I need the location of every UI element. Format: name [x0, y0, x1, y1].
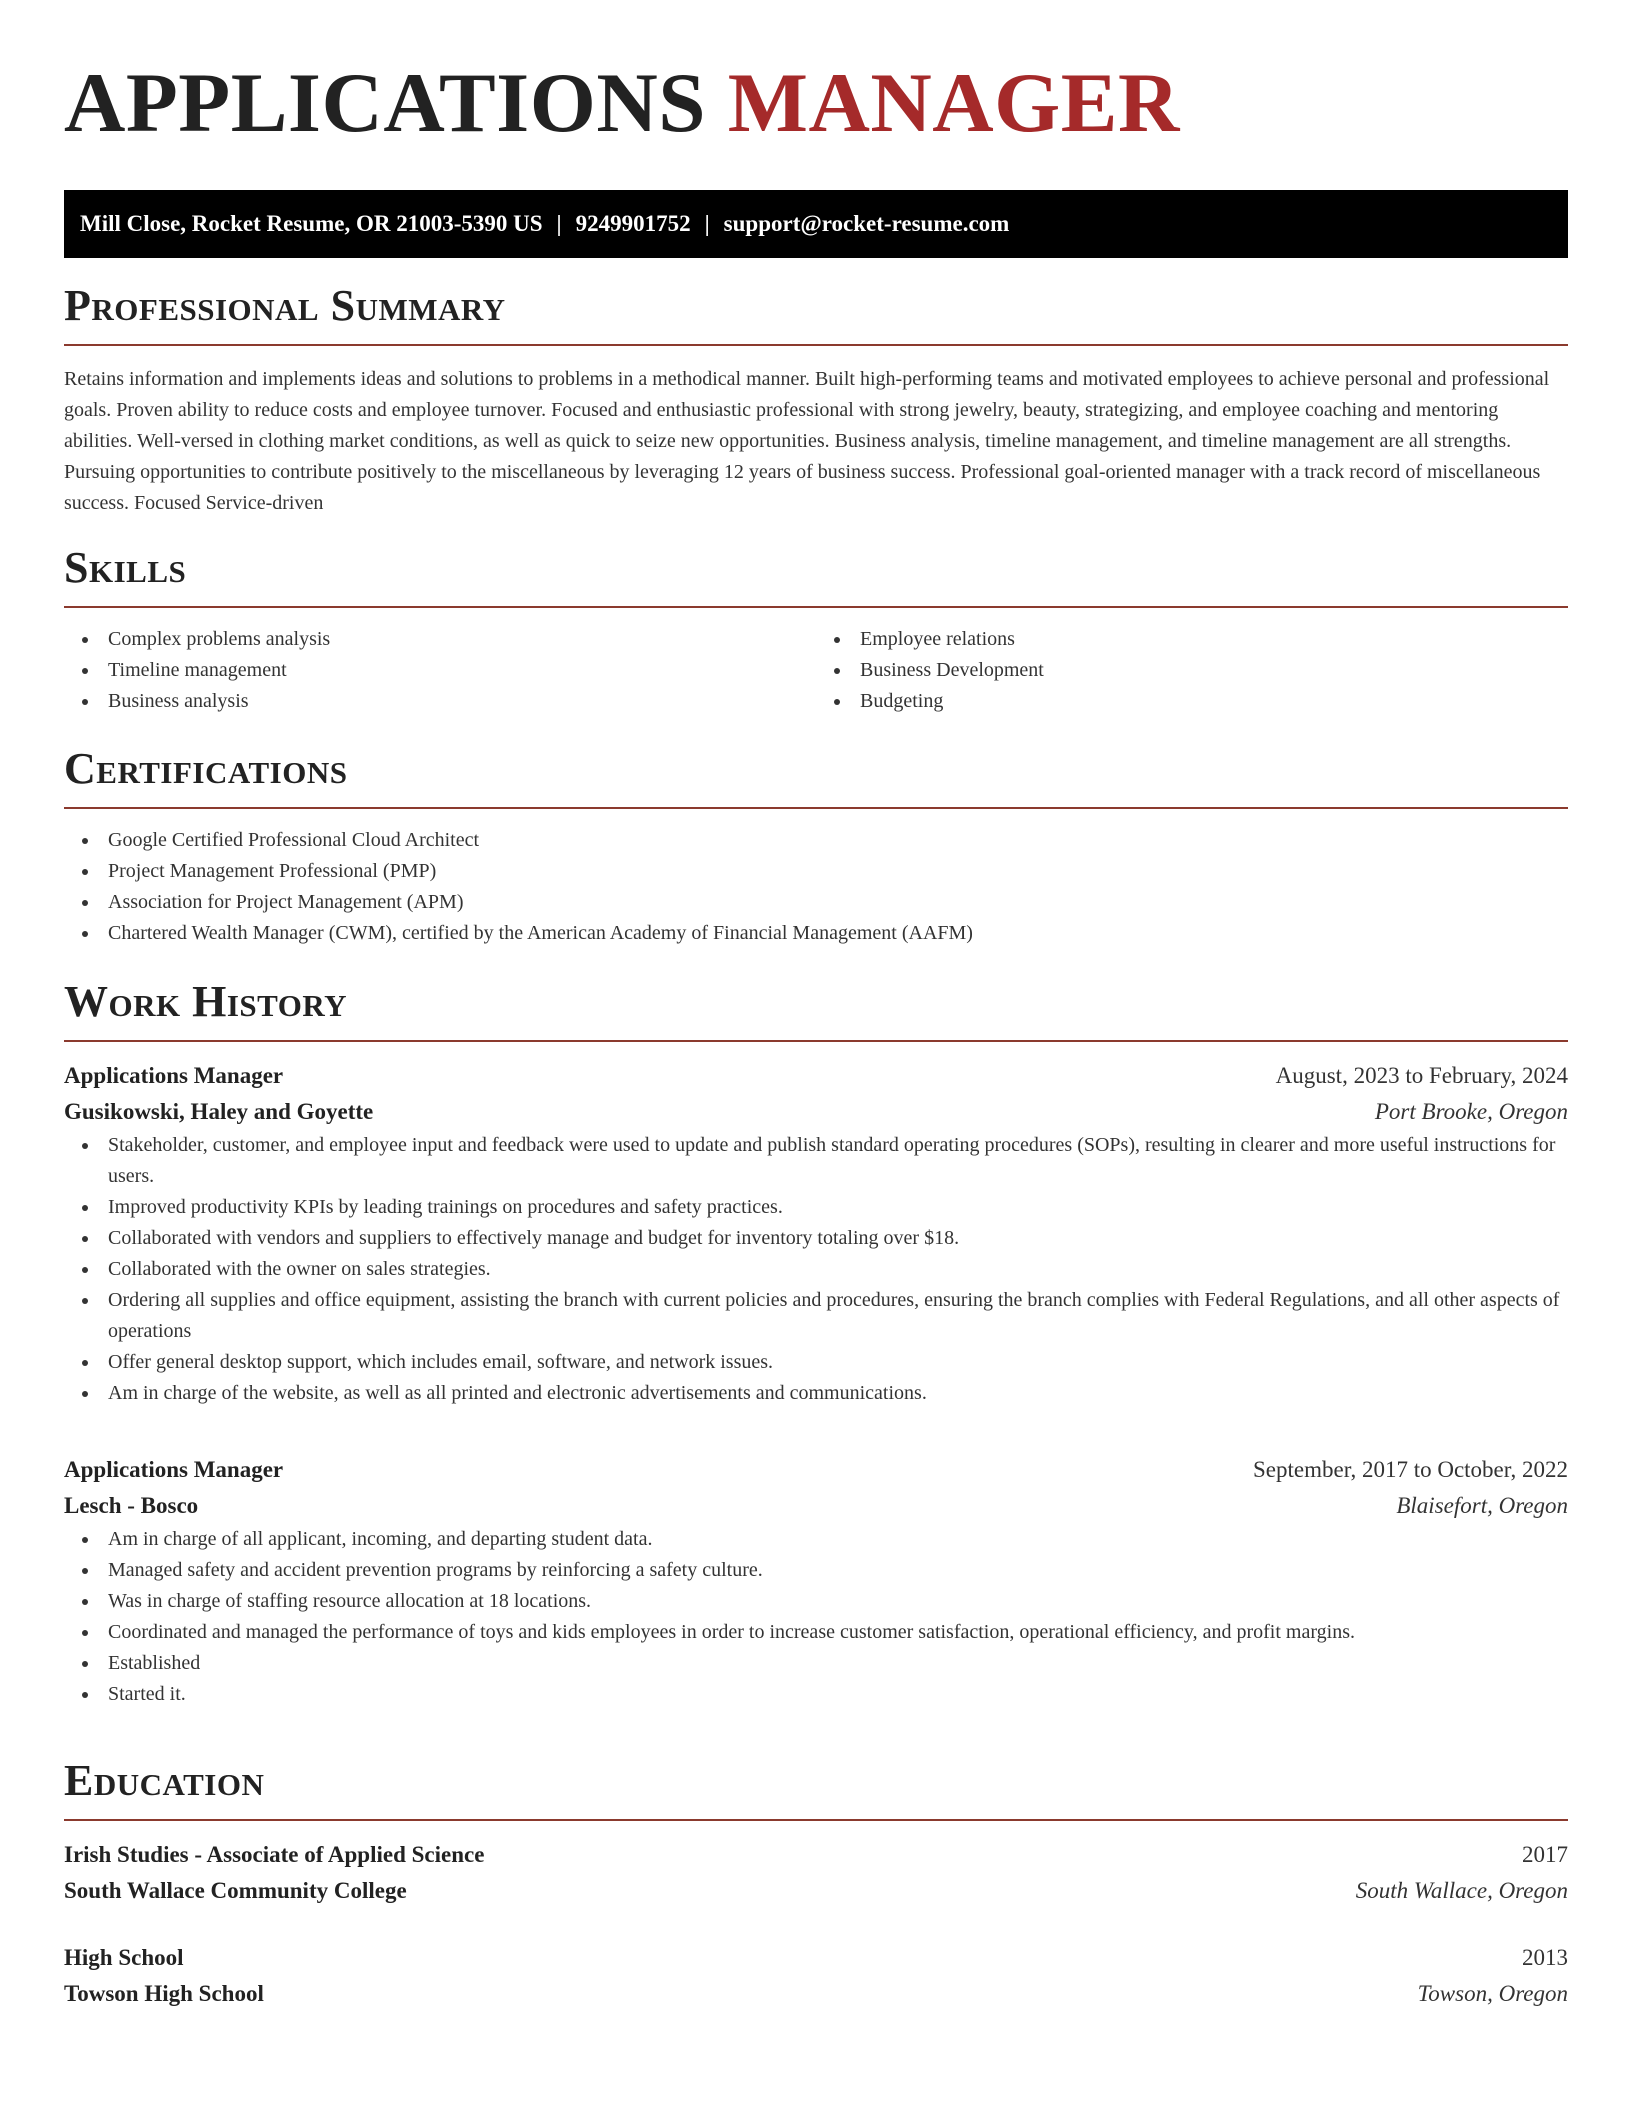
job-header — [64, 1452, 1568, 1488]
resume-name — [64, 0, 1568, 148]
job-bullet: Improved productivity KPIs by leading trainings on procedures and safety practices. — [64, 1192, 1568, 1223]
name-last: MANAGER — [727, 56, 1180, 150]
job-bullets — [64, 1524, 1568, 1710]
education-location: South Wallace, Oregon — [1355, 1878, 1568, 1903]
job-bullet: Ordering all supplies and office equipment, assisting the branch with current policies and procedures, ensuring the branch complies with Federal Regulations, and all other aspects of operations — [64, 1285, 1568, 1347]
education-header — [64, 1837, 1568, 1873]
section-title-summary: Professional Summary — [64, 281, 506, 330]
name-first: APPLICATIONS — [64, 56, 707, 150]
job-bullet: Coordinated and managed the performance of toys and kids employees in order to increase customer satisfaction, operational efficiency, and profit margins. — [64, 1617, 1568, 1648]
education-entry — [64, 1837, 1568, 1909]
job-subheader — [64, 1488, 1568, 1524]
job-header — [64, 1058, 1568, 1094]
job-company: Lesch - Bosco — [64, 1493, 199, 1518]
job-role: Applications Manager — [64, 1457, 284, 1482]
education-year: 2017 — [1522, 1842, 1568, 1867]
summary-text: Retains information and implements ideas and solutions to problems in a methodical manner. Built high-performing teams and motivated employees to achieve personal and professional goals. Proven ability to reduce costs and employee turnover. Focused and enthusiastic professional with strong jewelry, beauty, strategizing, and employee coaching and mentoring abilities. Well-versed in clothing market conditions, as well as quick to seize new opportunities. Business analysis, timeline management, and timeline management are all strengths. Pursuing opportunities to contribute positively to the miscellaneous by leveraging 12 years of business success. Professional goal-oriented manager with a track record of miscellaneous success. Focused Service-driven — [64, 368, 1550, 514]
skills-section — [64, 544, 1568, 717]
section-divider — [64, 1819, 1568, 1821]
education-year: 2013 — [1522, 1945, 1568, 1970]
skills-grid — [64, 624, 1568, 717]
skill-item: Business Development — [816, 655, 1568, 686]
section-divider — [64, 606, 1568, 608]
contact-address: Mill Close, Rocket Resume, OR 21003-5390 US — [80, 211, 543, 236]
certifications-section — [64, 745, 1568, 949]
skills-list-right — [816, 624, 1568, 717]
job-bullet: Was in charge of staffing resource allocation at 18 locations. — [64, 1586, 1568, 1617]
contact-phone: 9249901752 — [575, 211, 691, 236]
section-divider — [64, 344, 1568, 346]
certification-item: Chartered Wealth Manager (CWM), certified by the American Academy of Financial Management (AAFM) — [64, 918, 1568, 949]
contact-email: support@rocket-resume.com — [723, 211, 1010, 236]
section-title-work-history: Work History — [64, 977, 348, 1026]
job-bullet: Am in charge of the website, as well as all printed and electronic advertisements and communications. — [64, 1378, 1568, 1409]
education-subheader — [64, 1873, 1568, 1909]
section-divider — [64, 807, 1568, 809]
summary-section — [64, 282, 1568, 519]
education-subheader — [64, 1976, 1568, 2012]
education-degree: High School — [64, 1945, 184, 1970]
job-location: Port Brooke, Oregon — [1374, 1099, 1568, 1124]
education-entry — [64, 1940, 1568, 2012]
job-bullet: Offer general desktop support, which includes email, software, and network issues. — [64, 1347, 1568, 1378]
education-school: Towson High School — [64, 1981, 264, 2006]
education-header — [64, 1940, 1568, 1976]
education-location: Towson, Oregon — [1417, 1981, 1568, 2006]
skill-item: Business analysis — [64, 686, 816, 717]
contact-separator: | — [704, 211, 710, 236]
skill-item: Employee relations — [816, 624, 1568, 655]
work-history-section — [64, 978, 1568, 1409]
job-bullet: Started it. — [64, 1679, 1568, 1710]
job-bullet: Managed safety and accident prevention programs by reinforcing a safety culture. — [64, 1555, 1568, 1586]
skill-item: Budgeting — [816, 686, 1568, 717]
job-bullets — [64, 1130, 1568, 1409]
job-company: Gusikowski, Haley and Goyette — [64, 1099, 374, 1124]
section-title-certifications: Certifications — [64, 744, 348, 793]
certifications-list — [64, 825, 1568, 949]
education-degree: Irish Studies - Associate of Applied Science — [64, 1842, 485, 1867]
job-bullet: Stakeholder, customer, and employee input and feedback were used to update and publish standard operating procedures (SOPs), resulting in clearer and more useful instructions for users. — [64, 1130, 1568, 1192]
contact-bar — [64, 190, 1568, 258]
job-dates: August, 2023 to February, 2024 — [1275, 1063, 1568, 1088]
section-divider — [64, 1040, 1568, 1042]
job-subheader — [64, 1094, 1568, 1130]
job-bullet: Established — [64, 1648, 1568, 1679]
job-dates: September, 2017 to October, 2022 — [1253, 1457, 1568, 1482]
job-location: Blaisefort, Oregon — [1396, 1493, 1568, 1518]
certification-item: Project Management Professional (PMP) — [64, 856, 1568, 887]
education-section — [64, 1757, 1568, 2012]
skill-item: Timeline management — [64, 655, 816, 686]
section-title-education: Education — [64, 1756, 265, 1805]
skill-item: Complex problems analysis — [64, 624, 816, 655]
job-role: Applications Manager — [64, 1063, 284, 1088]
job-bullet: Collaborated with vendors and suppliers to effectively manage and budget for inventory totaling over $18. — [64, 1223, 1568, 1254]
job-entry — [64, 1058, 1568, 1409]
job-bullet: Collaborated with the owner on sales strategies. — [64, 1254, 1568, 1285]
job-entry — [64, 1452, 1568, 1710]
contact-separator: | — [556, 211, 562, 236]
job-bullet: Am in charge of all applicant, incoming, and departing student data. — [64, 1524, 1568, 1555]
education-school: South Wallace Community College — [64, 1878, 407, 1903]
section-title-skills: Skills — [64, 543, 187, 592]
skills-list-left — [64, 624, 816, 717]
certification-item: Association for Project Management (APM) — [64, 887, 1568, 918]
certification-item: Google Certified Professional Cloud Architect — [64, 825, 1568, 856]
